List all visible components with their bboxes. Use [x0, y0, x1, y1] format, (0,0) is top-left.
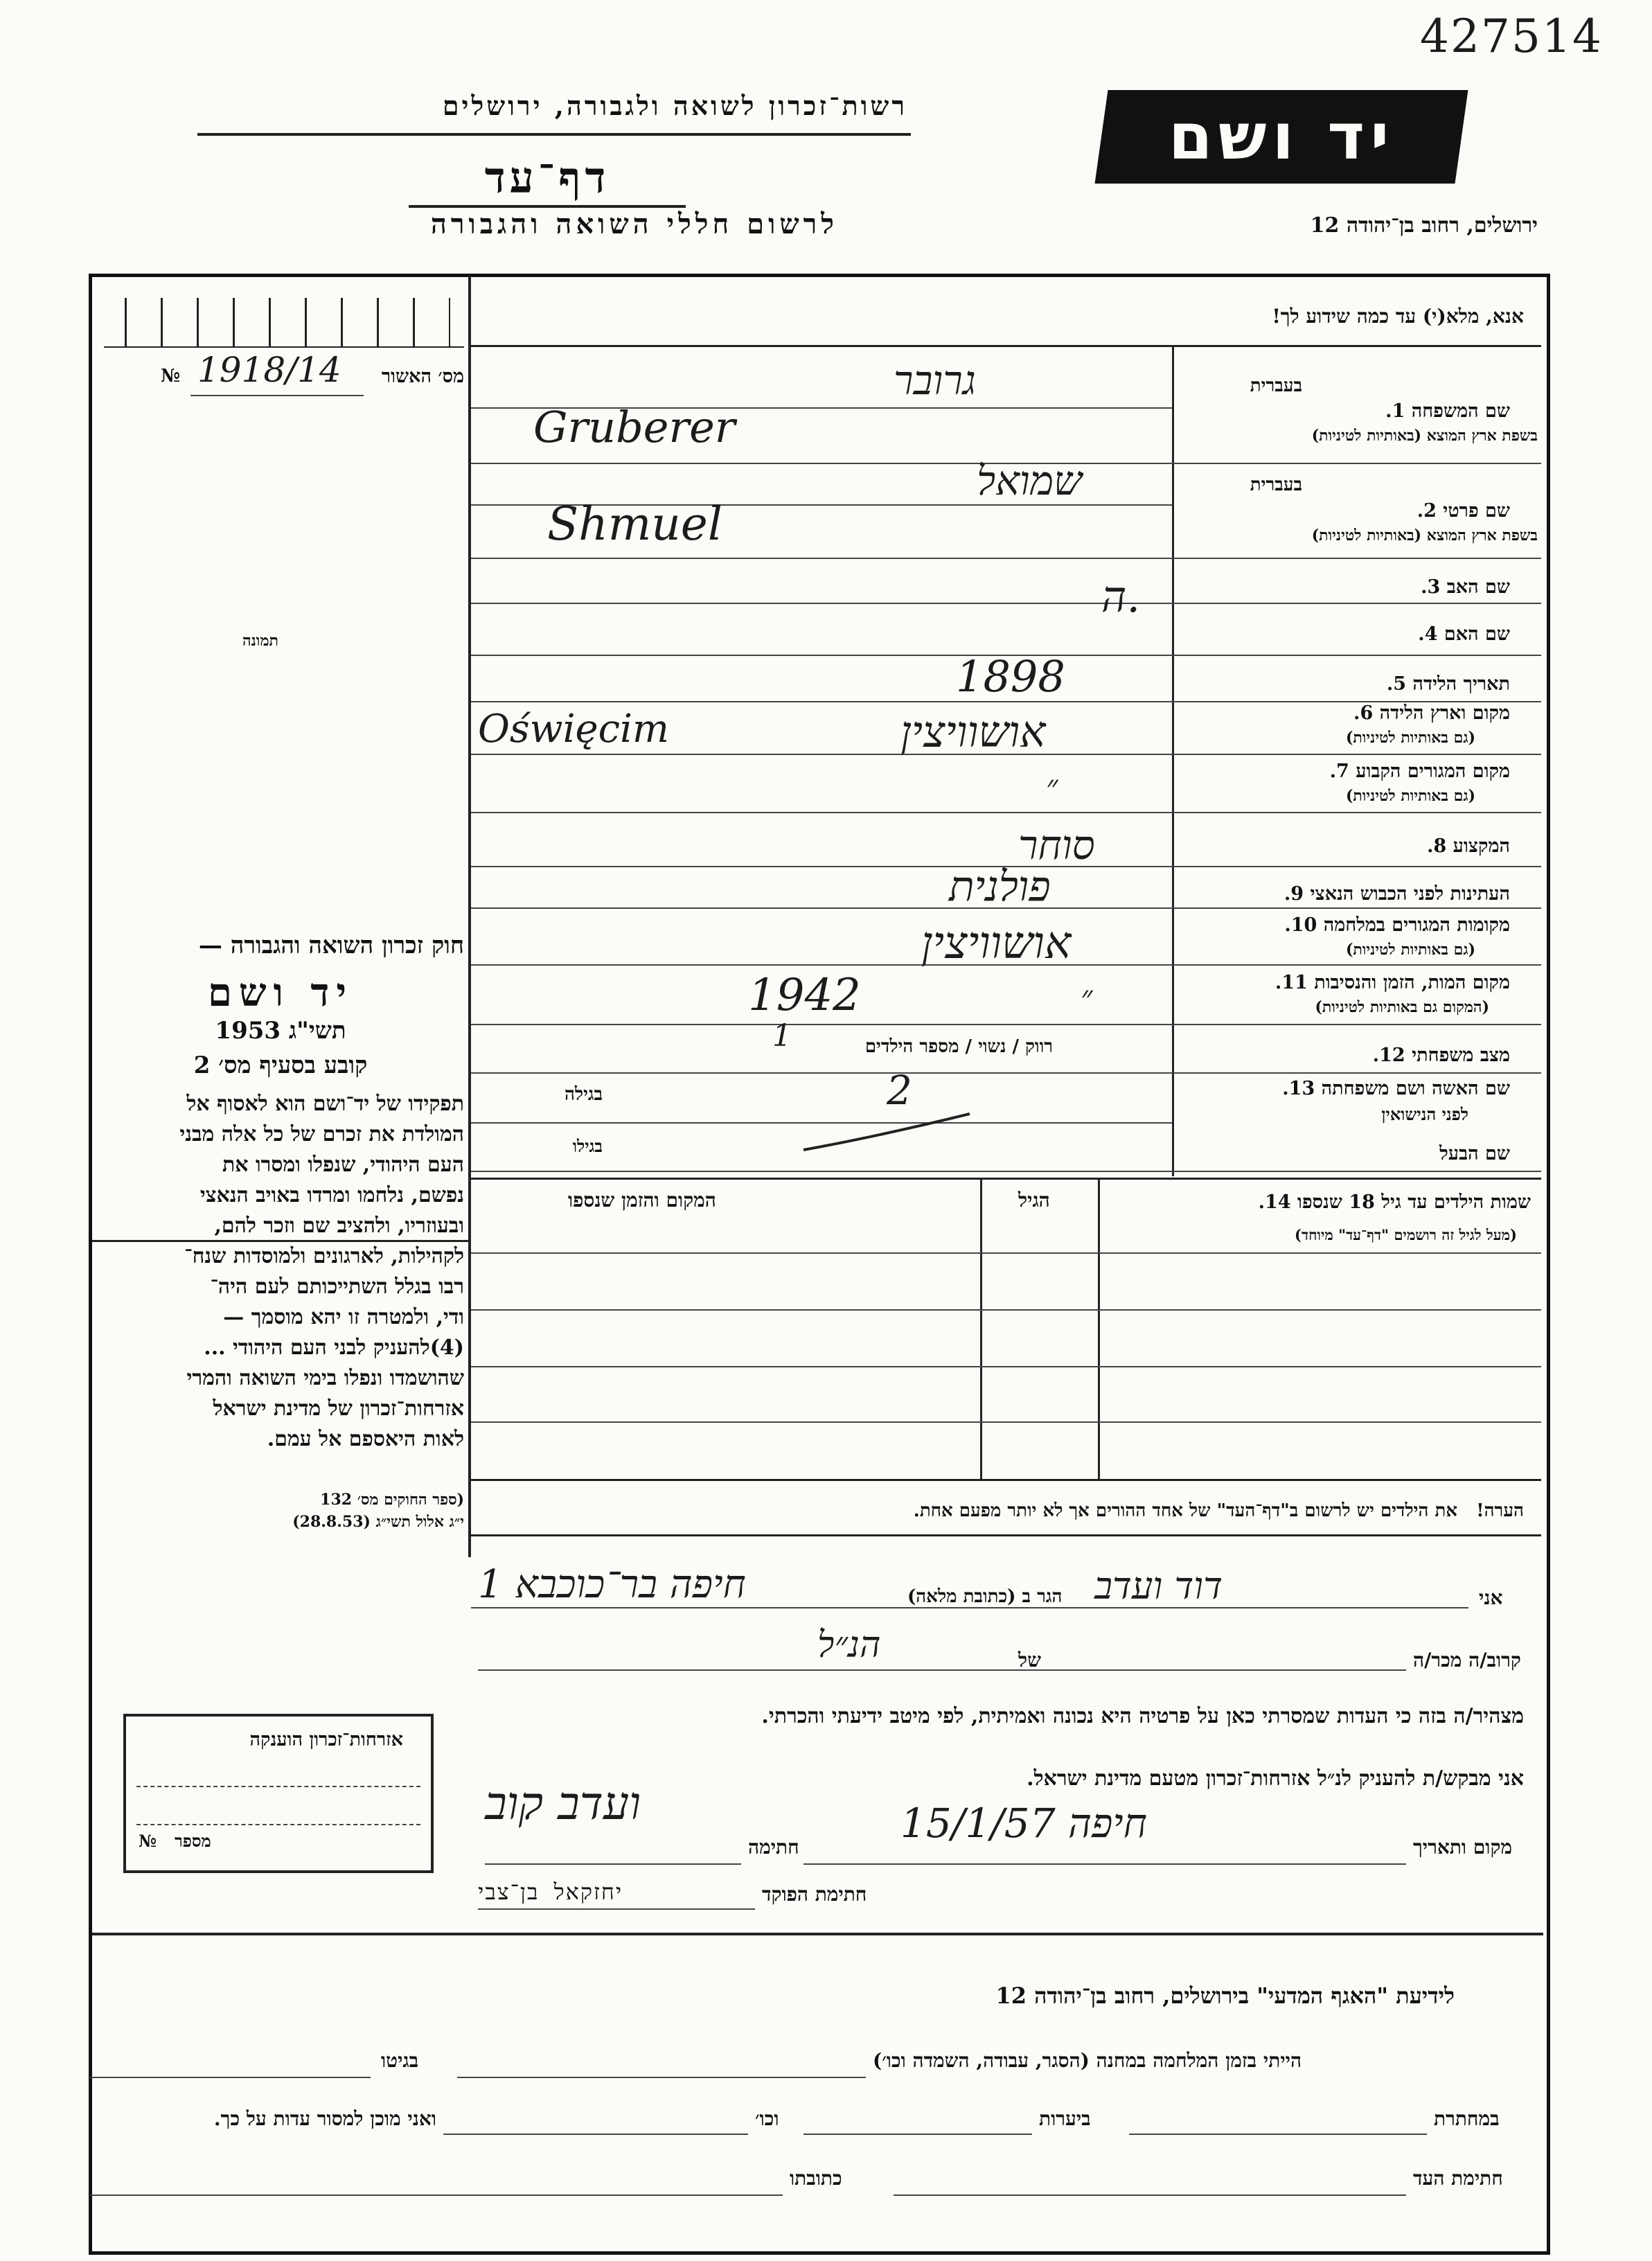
- prompt-rule: [471, 345, 1541, 347]
- bottom-line1-a: הייתי בזמן המלחמה במחנה (הסגר, עבודה, השמדה וכו׳): [873, 2049, 1302, 2072]
- wife-age-label: בגילה: [564, 1084, 603, 1105]
- residing-label: הגר ב (כתובת מלאה): [907, 1586, 1063, 1607]
- declarant-name: דוד ועדב: [1094, 1564, 1223, 1608]
- bottom-line2-b: ביערות: [1039, 2107, 1091, 2130]
- label-column-divider: [1172, 345, 1174, 1176]
- field-11-label: מקום המות, הזמן והנסיבות 11.: [1274, 972, 1510, 993]
- bottom-section-rule: [92, 1933, 1543, 1935]
- field-7-sub: (גם באותיות לטיניות): [1345, 787, 1475, 805]
- witness-signature-line: [894, 2194, 1406, 2196]
- law-line: העם היהודי, שנפלו ומסרו את: [222, 1153, 464, 1177]
- profession: סוחר: [1018, 822, 1095, 869]
- wartime-places: אושוויצין: [921, 918, 1072, 969]
- officer-line: [478, 1908, 755, 1910]
- birth-place-latin: Oświęcim: [478, 707, 670, 752]
- forest-line: [803, 2134, 1032, 2135]
- birth-place-hebrew: אושוויצין: [900, 707, 1046, 757]
- approval-no-sign: №: [161, 366, 181, 387]
- husband-label: שם הבעל: [1439, 1143, 1510, 1164]
- law-line: (4)להעניק לבני העם היהודי ...: [204, 1336, 464, 1360]
- note-text: את הילדים יש לרשום ב"דף־העד" של אחד ההורים אך לא יותר מפעם אחת.: [913, 1500, 1458, 1521]
- relation-value: הנ״ל: [817, 1624, 881, 1666]
- form-title: דף־עד: [484, 152, 610, 203]
- surname-hebrew: גרובר: [894, 357, 976, 404]
- law-clause: קובע בסעיף מס׳ 2: [193, 1052, 368, 1079]
- children-sub: (מעל לגיל זה רושמים "דף־עד" מיוחד): [1295, 1226, 1517, 1243]
- field-2-sub: בשפת ארץ המוצא (באותיות לטיניות): [1311, 526, 1538, 544]
- citizenship-box: [123, 1714, 434, 1873]
- officer-stamp: יחזקאל בן־צבי: [478, 1879, 623, 1905]
- note-line: [485, 1500, 1524, 1521]
- ghetto-line: [90, 2077, 371, 2078]
- law-line: אזרחות־זכרון של מדינת ישראל: [213, 1396, 464, 1421]
- signature-line: [485, 1863, 741, 1865]
- birth-date: 1898: [956, 651, 1065, 702]
- bottom-line2-a: במחתרת: [1434, 2107, 1500, 2130]
- in-hebrew-2: בעברית: [1250, 475, 1302, 495]
- note-rule: [468, 1534, 1541, 1536]
- archive-number: 427514: [1420, 10, 1603, 63]
- bottom-line2-c: וכו׳: [755, 2107, 779, 2130]
- field-12-label: מצב משפחתי 12.: [1372, 1045, 1510, 1066]
- form-prompt: אנא, מלא(י) עד כמה שידוע לך!: [1272, 305, 1524, 328]
- children-col-age: הגיל: [1018, 1189, 1050, 1212]
- ticks: [104, 298, 464, 348]
- children-col-place: המקום והזמן שנספו: [568, 1189, 716, 1212]
- authority-name: רשות־זכרון לשואה ולגבורה, ירושלים: [442, 90, 907, 121]
- approval-line: [190, 395, 364, 396]
- given-latin: Shmuel: [547, 497, 722, 551]
- approval-label: מס׳ האשור: [381, 366, 464, 387]
- declarant-signature: ועדב קוב: [485, 1777, 641, 1830]
- residence: ״: [1046, 768, 1058, 805]
- field-7-label: מקום המגורים הקבוע 7.: [1329, 761, 1510, 782]
- bottom-line3-a: חתימת העד: [1413, 2167, 1503, 2190]
- field-1-label: שם המשפחה 1.: [1385, 400, 1510, 422]
- law-line: נפשם, נלחמו ומרדו באויב הנאצי: [199, 1183, 464, 1207]
- note-label: הערה!: [1476, 1500, 1524, 1521]
- in-hebrew-1: בעברית: [1250, 375, 1302, 396]
- death-mark: ״: [1081, 978, 1093, 1016]
- witness-address-line: [90, 2194, 783, 2196]
- children-top-rule: [471, 1178, 1541, 1180]
- field-13-label: שם האשה ושם משפחתה 13.: [1282, 1078, 1510, 1099]
- declarant-line: [471, 1607, 1468, 1608]
- relation-label: קרוב/ה מכר/ה: [1413, 1649, 1521, 1672]
- field-2-label: שם פרטי 2.: [1416, 500, 1510, 522]
- field-13-sub: לפני הנישואין: [1381, 1104, 1468, 1124]
- officer-label: חתימת הפוקד: [762, 1883, 867, 1906]
- field-6-sub: (גם באותיות לטיניות): [1345, 729, 1475, 747]
- field-9-label: העתינות לפני הכבוש הנאצי 9.: [1284, 883, 1510, 905]
- underground-line: [1129, 2134, 1427, 2135]
- law-ref-2: י״ג אלול תשי״ג (28.8.53): [292, 1513, 464, 1531]
- scribble-stroke: [797, 1108, 977, 1157]
- field-3-label: שם האב 3.: [1421, 576, 1510, 598]
- etc-line: [443, 2134, 748, 2135]
- citizenship-number-label: מספר: [175, 1831, 211, 1851]
- field-1-sub: בשפת ארץ המוצא (באותיות לטיניות): [1311, 427, 1538, 445]
- law-line: תפקידו של יד־ושם הוא לאסוף אל: [186, 1092, 464, 1116]
- law-line: ובעוזריו, ולהציב שם וזכר להם,: [214, 1214, 464, 1238]
- form-subtitle: לרשום חללי השואה והגבורה: [430, 208, 838, 240]
- approval-value: 1918/14: [197, 350, 341, 390]
- children-col-divider-1: [980, 1178, 982, 1479]
- place-date-line: [803, 1863, 1406, 1865]
- left-column-divider: [468, 276, 471, 1557]
- law-line: לאות היאספם אל עמם.: [267, 1427, 464, 1451]
- law-line: לקהילות, לארגונים ולמוסדות שנח־: [184, 1244, 464, 1268]
- law-line: ודי, ולמטרה זו יהא מוסמך —: [223, 1305, 464, 1329]
- field-8-label: המקצוע 8.: [1427, 835, 1510, 857]
- citizenship: פולנית: [949, 862, 1051, 911]
- surname-latin: Gruberer: [533, 402, 736, 452]
- relation-line: [478, 1669, 1406, 1671]
- marital-options: רווק / נשוי / מספר הילדים: [864, 1036, 1053, 1057]
- of-label: של: [1018, 1649, 1041, 1672]
- children-label: שמות הילדים עד גיל 18 שנספו 14.: [1258, 1191, 1531, 1213]
- law-line: שהושמדו ונפלו בימי השואה והמרי: [186, 1366, 464, 1390]
- bottom-heading: לידיעת "האגף המדעי" בירושלים, רחוב בן־יהודה 12: [995, 1983, 1455, 2009]
- wife-age: 2: [887, 1067, 912, 1114]
- header-address: ירושלים, רחוב בן־יהודה 12: [1310, 213, 1538, 238]
- declare-text: מצהיר/ה בזה כי העדות שמסרתי כאן על פרטיה היא נכונה ואמיתית, לפי מיטב ידיעתי והכרתי.: [761, 1704, 1524, 1728]
- field-10-sub: (גם באותיות לטיניות): [1345, 941, 1475, 959]
- yad-vashem-logo: [1095, 90, 1468, 184]
- place-date-label: מקום ותאריך: [1413, 1836, 1513, 1859]
- bottom-line3-b: כתובתו: [790, 2167, 842, 2190]
- place-date-value: חיפה 15/1/57: [900, 1800, 1147, 1847]
- citizenship-no-sign: №: [139, 1831, 157, 1851]
- husband-age-label: בגילו: [572, 1136, 603, 1156]
- signature-label: חתימה: [748, 1836, 799, 1859]
- field-6-label: מקום וארץ הלידה 6.: [1353, 702, 1510, 724]
- law-line: רבו בגלל השתייכותם לעם היה־: [210, 1275, 464, 1299]
- field-4-label: שם האם 4.: [1418, 623, 1510, 645]
- father-name: ה.: [1101, 571, 1141, 622]
- bottom-line2-d: ואני מוכן למסור עדות על כך.: [213, 2107, 436, 2130]
- law-text: [100, 1089, 464, 1455]
- given-hebrew: שמואל: [977, 457, 1083, 504]
- citizenship-box-title: אזרחות־זכרון הוענקה: [249, 1729, 403, 1750]
- authority-underline: [197, 133, 911, 136]
- logo-text: יד ושם: [1168, 100, 1395, 174]
- law-year: תשי"ג 1953: [215, 1017, 346, 1045]
- camp-line: [457, 2077, 866, 2078]
- law-name: יד ושם: [207, 970, 354, 1016]
- field-5-label: תאריך הלידה 5.: [1386, 673, 1510, 695]
- photo-label: תמונה: [242, 632, 278, 650]
- children-count: 1: [772, 1018, 792, 1054]
- law-ref-1: (ספר החוקים מס׳ 132: [320, 1491, 464, 1509]
- death-year: 1942: [748, 970, 861, 1021]
- field-10-label: מקומות המגורים במלחמה 10.: [1284, 914, 1510, 936]
- children-col-divider-2: [1098, 1178, 1100, 1479]
- law-line: המולדת את זכרם של כל אלה מבני: [179, 1122, 464, 1146]
- bottom-line1-b: בגיטו: [381, 2049, 419, 2072]
- declarant-i-label: אני: [1479, 1586, 1503, 1609]
- declarant-address: חיפה בר־כוכבא 1: [478, 1562, 746, 1607]
- law-title: חוק זכרון השואה והגבורה —: [198, 932, 464, 959]
- field-11-sub: (המקום גם באותיות לטיניות): [1315, 998, 1489, 1016]
- request-text: אני מבקש/ת להעניק לנ״ל אזרחות־זכרון מטעם מדינת ישראל.: [1027, 1766, 1524, 1791]
